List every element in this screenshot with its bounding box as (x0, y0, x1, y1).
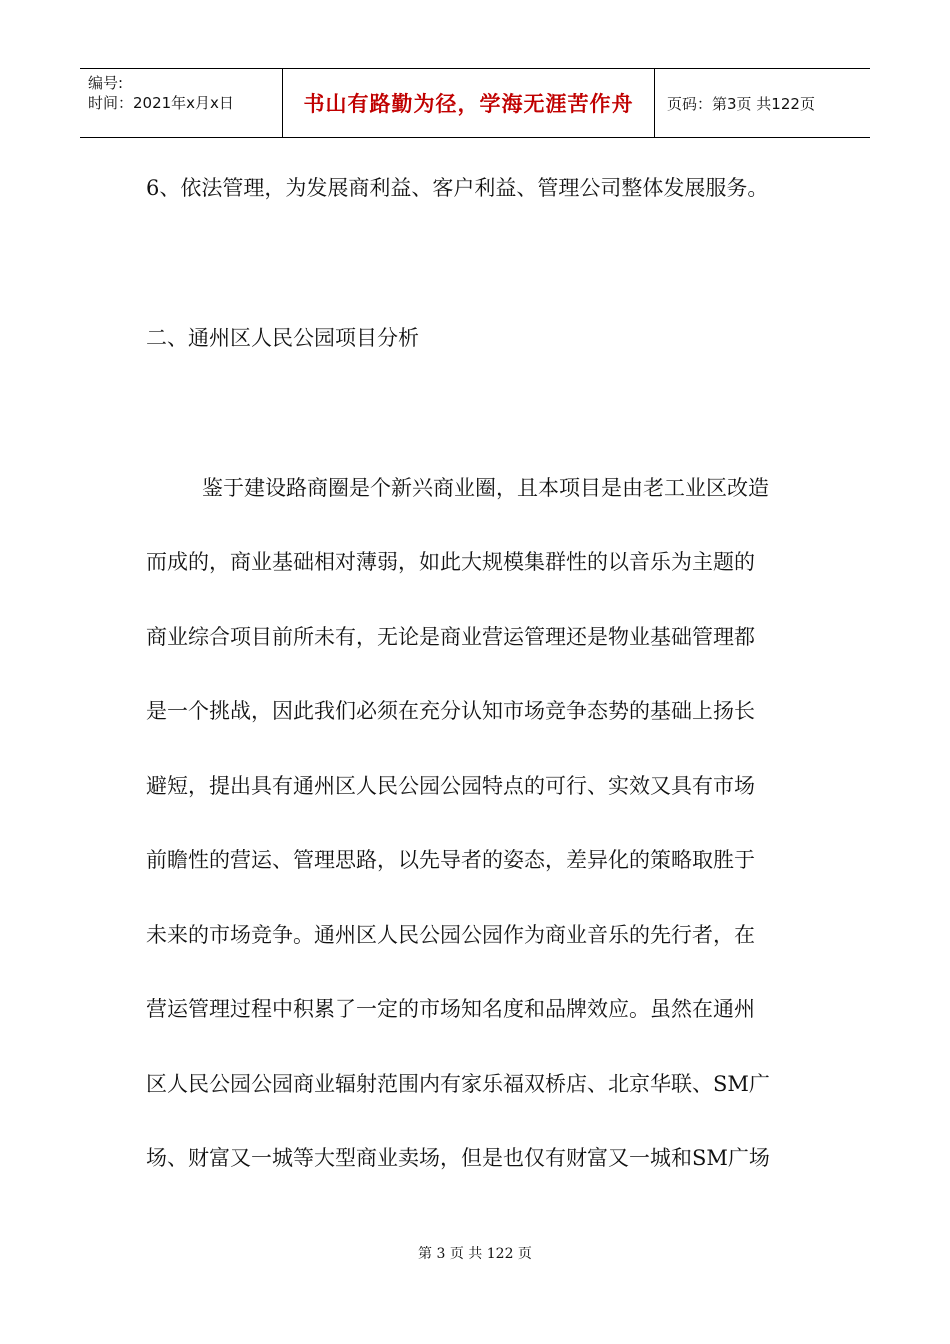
paragraph-line: 避短，提出具有通州区人民公园公园特点的可行、实效又具有市场 (146, 774, 755, 798)
section-heading: 二、通州区人民公园项目分析 (146, 326, 419, 350)
date-line: 时间：2021年x月x日 (88, 94, 234, 112)
list-item-6: 6、依法管理，为发展商利益、客户利益、管理公司整体发展服务。 (146, 176, 769, 200)
paragraph-line: 是一个挑战，因此我们必须在充分认知市场竞争态势的基础上扬长 (146, 699, 755, 723)
paragraph-line: 区人民公园公园商业辐射范围内有家乐福双桥店、北京华联、SM广 (146, 1072, 770, 1096)
paragraph-line: 而成的，商业基础相对薄弱，如此大规模集群性的以音乐为主题的 (146, 550, 755, 574)
paragraph-line: 鉴于建设路商圈是个新兴商业圈，且本项目是由老工业区改造 (202, 476, 769, 500)
paragraph-line: 商业综合项目前所未有，无论是商业营运管理还是物业基础管理都 (146, 625, 755, 649)
number-label: 编号: (88, 74, 124, 92)
header-motto-cell (282, 69, 655, 137)
paragraph-line: 前瞻性的营运、管理思路，以先导者的姿态，差异化的策略取胜于 (146, 848, 755, 872)
paragraph-line: 营运管理过程中积累了一定的市场知名度和品牌效应。虽然在通州 (146, 997, 755, 1021)
motto-text: 书山有路勤为径，学海无涯苦作舟 (303, 92, 634, 116)
paragraph-line: 场、财富又一城等大型商业卖场，但是也仅有财富又一城和SM广场 (146, 1146, 770, 1170)
header-page-info (655, 69, 870, 137)
footer-page-text: 第 3 页 共 122 页 (418, 1246, 532, 1262)
page-footer (0, 1243, 950, 1263)
page-info-text: 页码：第3页 共122页 (667, 94, 815, 113)
document-header (80, 68, 870, 138)
paragraph-line: 未来的市场竞争。通州区人民公园公园作为商业音乐的先行者，在 (146, 923, 755, 947)
header-meta (80, 69, 282, 137)
